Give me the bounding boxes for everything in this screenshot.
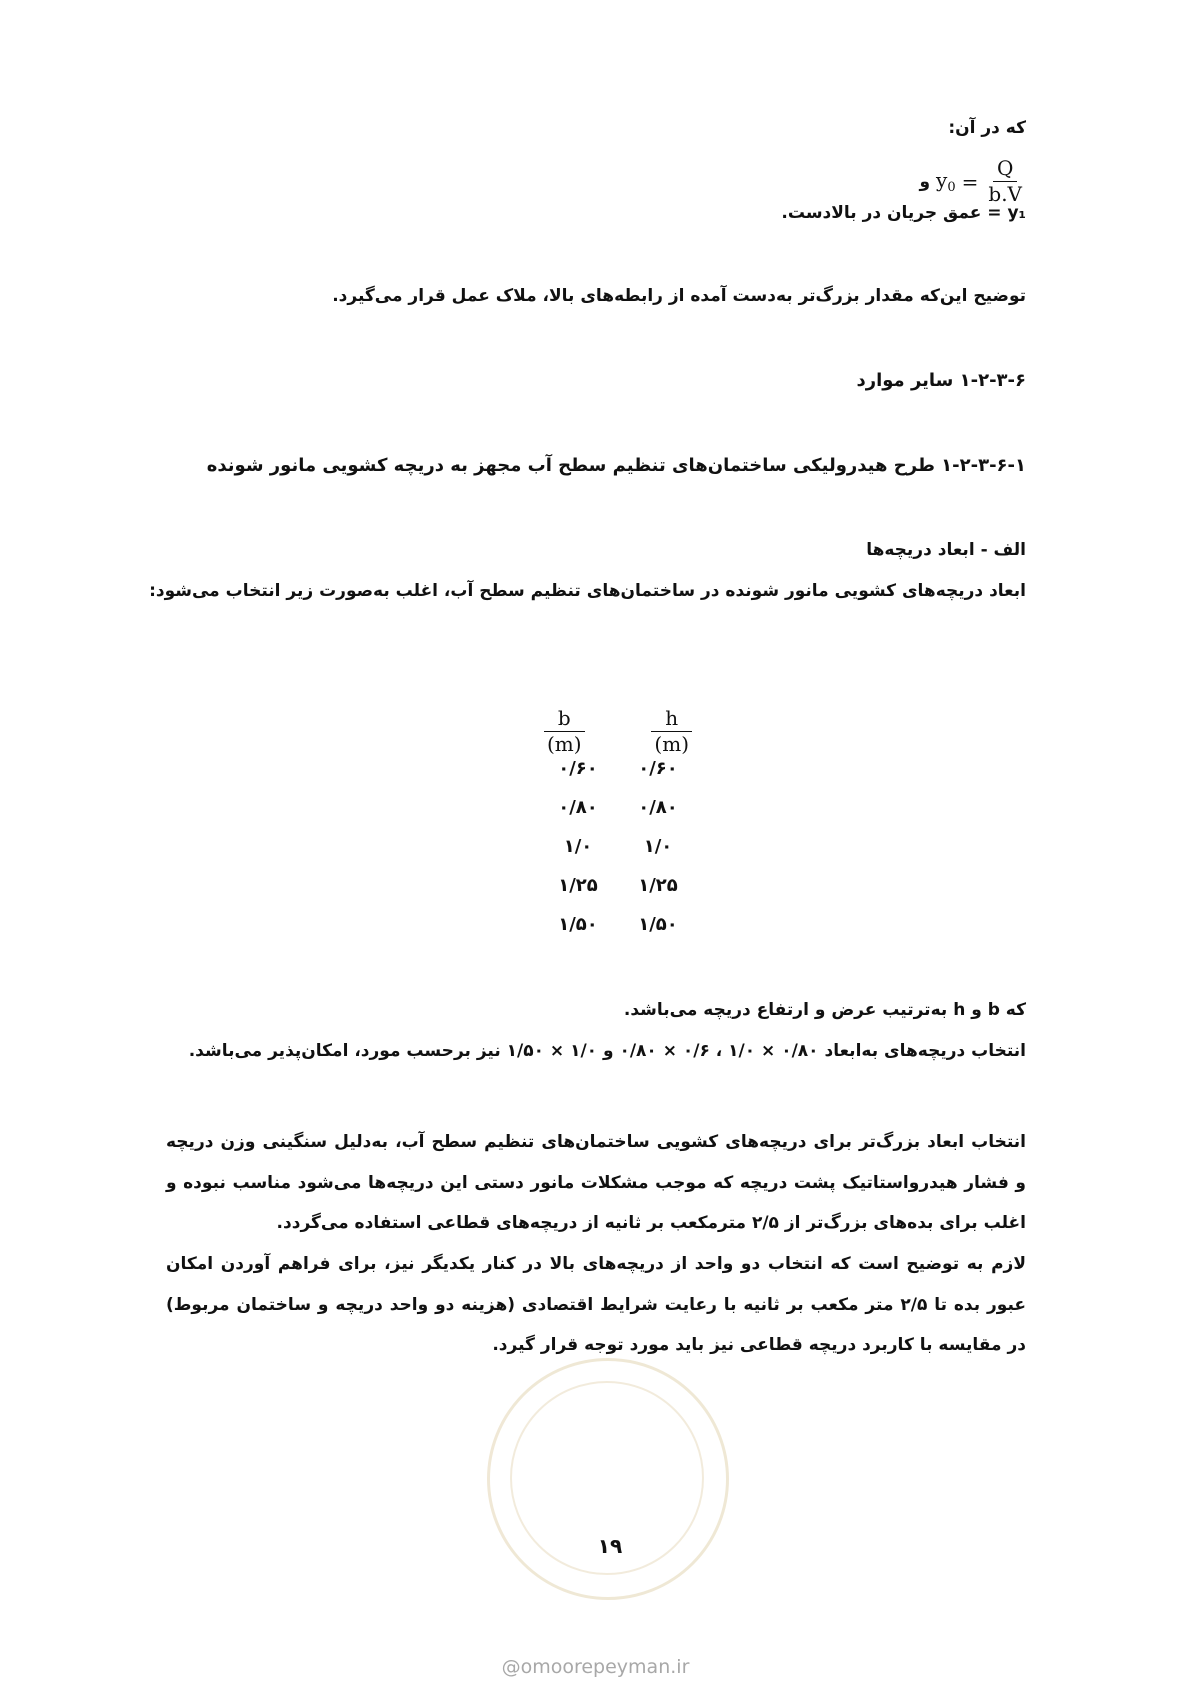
cell-h: ۰/۶۰: [638, 758, 678, 779]
cell-b: ۰/۶۰: [558, 758, 598, 779]
combo-note: انتخاب دریچه‌های به‌ابعاد ۰/۸۰ × ۱/۰ ، ۰/۶ × ۰/۸۰ و ۱/۰ × ۱/۵۰ نیز برحسب مورد، امکان‌پذیر می‌باشد.: [188, 1041, 1026, 1061]
y1-definition: y₁ = عمق جریان در بالادست.: [781, 203, 1026, 223]
formula-conjunction: و: [919, 171, 931, 192]
cell-b: ۱/۰: [563, 836, 593, 857]
where-label: که در آن:: [948, 118, 1026, 138]
formula-fraction: [984, 158, 1026, 205]
page-number: ۱۹: [597, 1534, 623, 1558]
bh-note: که b و h به‌ترتیب عرض و ارتفاع دریچه می‌باشد.: [623, 1000, 1026, 1020]
formula-numerator: Q: [993, 158, 1017, 182]
part-a-title: الف - ابعاد دریچه‌ها: [866, 540, 1026, 560]
table-row: [548, 758, 688, 779]
header-b: $\frac{b}{(m)}$: [543, 708, 586, 755]
watermark-seal: [487, 1358, 729, 1600]
table-row: [548, 797, 688, 818]
cell-b: ۰/۸۰: [558, 797, 598, 818]
explanation-text: توضیح این‌که مقدار بزرگ‌تر به‌دست آمده از رابطه‌های بالا، ملاک عمل قرار می‌گیرد.: [332, 286, 1026, 306]
part-a-intro: ابعاد دریچه‌های کشویی مانور شونده در ساختمان‌های تنظیم سطح آب، اغلب به‌صورت زیر انتخاب می‌شود:: [149, 581, 1026, 601]
table-row: [548, 875, 688, 896]
cell-b: ۱/۲۵: [558, 875, 598, 896]
formula-equals: =: [961, 169, 979, 194]
cell-h: ۱/۲۵: [638, 875, 678, 896]
cell-b: ۱/۵۰: [558, 914, 598, 935]
formula-lhs: $y_0$: [936, 168, 956, 195]
header-h: $\frac{h}{(m)}$: [650, 708, 693, 755]
cell-h: ۱/۰: [643, 836, 673, 857]
paragraph-large-gates: انتخاب ابعاد بزرگ‌تر برای دریچه‌های کشویی ساختمان‌های تنظیم سطح آب، به‌دلیل سنگینی وزن دریچه و فشار هیدرواستاتیک پشت دریچه که موجب مشکلات مانور دستی این دریچه‌ها می‌شود مناسب نبوده و اغلب برای بده‌های بزرگ‌تر از ۲/۵ مترمکعب بر ثانیه از دریچه‌های قطاعی استفاده می‌گردد.: [166, 1132, 1026, 1233]
depth-formula: [919, 158, 1026, 205]
website-watermark: @omoorepeyman.ir: [501, 1656, 690, 1678]
section-heading: ۱-۲-۳-۶ سایر موارد: [856, 370, 1026, 391]
paragraph-two-gates: لازم به توضیح است که انتخاب دو واحد از دریچه‌های بالا در کنار یکدیگر نیز، برای فراهم آوردن امکان عبور بده تا ۲/۵ متر مکعب بر ثانیه با رعایت شرایط اقتصادی (هزینه دو واحد دریچه و ساختمان مربوط) در مقایسه با کاربرد دریچه قطاعی نیز باید مورد توجه قرار گیرد.: [166, 1254, 1027, 1355]
table-row: [548, 914, 688, 935]
cell-h: ۰/۸۰: [638, 797, 678, 818]
table-row: [548, 836, 688, 857]
dimension-table-header: [543, 708, 693, 755]
subsection-heading: ۱-۲-۳-۶-۱ طرح هیدرولیکی ساختمان‌های تنظیم سطح آب مجهز به دریچه کشویی مانور شونده: [206, 455, 1026, 476]
cell-h: ۱/۵۰: [638, 914, 678, 935]
formula-denominator: b.V: [988, 182, 1022, 206]
